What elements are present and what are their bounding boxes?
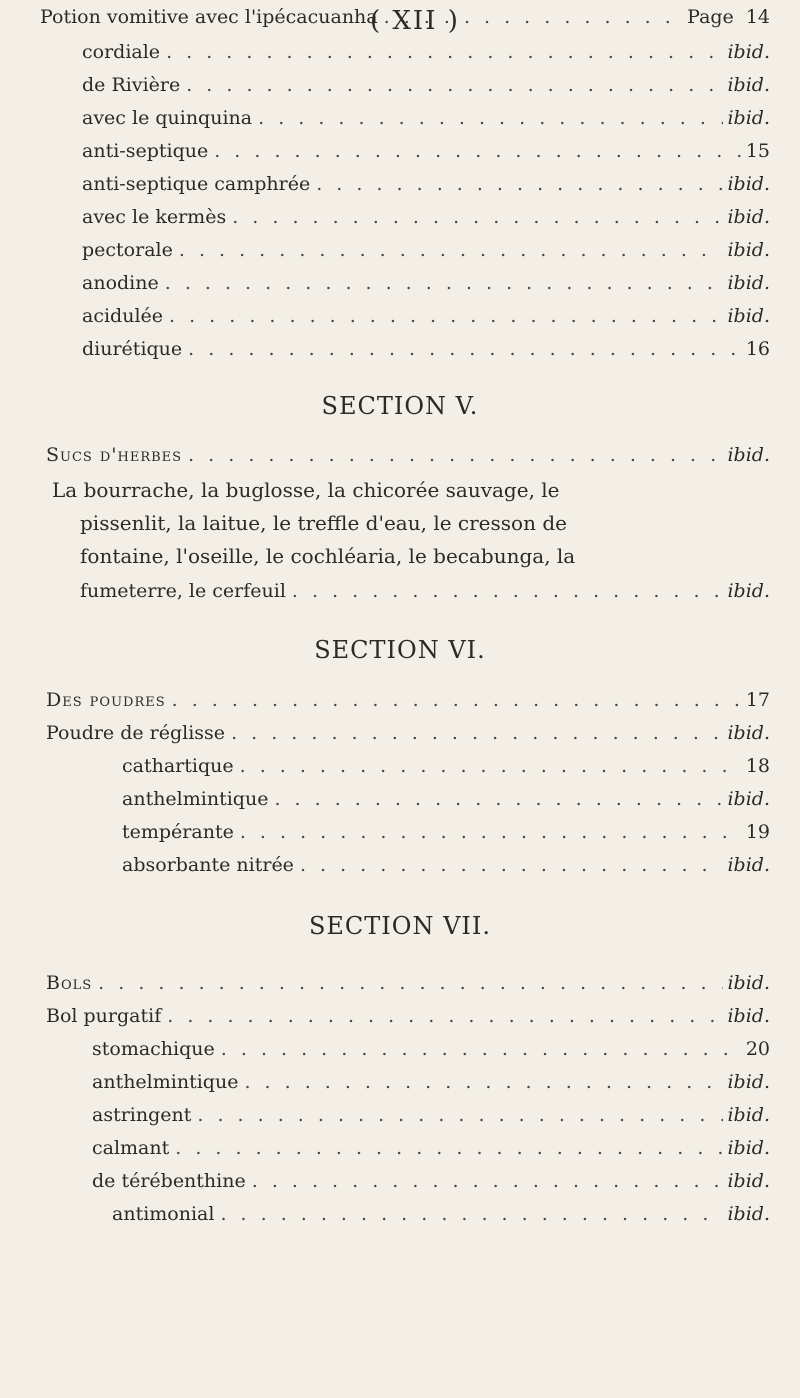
dot-leader — [169, 305, 723, 327]
index-entry — [92, 1170, 770, 1200]
index-entry — [82, 239, 770, 269]
entry-label: anti-septique — [82, 140, 209, 162]
entry-ref: 17 — [745, 689, 770, 711]
dot-leader — [188, 444, 723, 466]
entry-ref: ibid. — [727, 272, 770, 294]
entry-label: calmant — [92, 1137, 170, 1159]
entry-label: cathartique — [122, 755, 234, 777]
index-entry — [82, 140, 770, 170]
index-entry — [122, 788, 770, 818]
dot-leader — [186, 74, 723, 96]
index-entry — [122, 854, 770, 884]
index-entry — [82, 272, 770, 302]
index-entry-potion — [40, 6, 770, 36]
dot-leader — [197, 1104, 723, 1126]
entry-label: absorbante nitrée — [122, 854, 294, 876]
entry-ref: ibid. — [727, 206, 770, 228]
index-entry — [122, 755, 770, 785]
entry-ref: ibid. — [727, 74, 770, 96]
entry-ref: ibid. — [727, 972, 770, 994]
entry-label: Bol purgatif — [46, 1005, 162, 1027]
dot-leader — [316, 173, 723, 195]
entry-ref: ibid. — [727, 580, 770, 602]
entry-ref: ibid. — [727, 1137, 770, 1159]
dot-leader — [221, 1038, 742, 1060]
entry-label: cordiale — [82, 41, 161, 63]
entry-ref: ibid. — [727, 854, 770, 876]
paragraph-line: pissenlit, la laitue, le treffle d'eau, le cresson de — [80, 511, 567, 535]
index-entry-poudres — [46, 689, 770, 719]
entry-ref: 20 — [745, 1038, 770, 1060]
entry-label: anthelmintique — [92, 1071, 239, 1093]
entry-label: Poudre de réglisse — [46, 722, 226, 744]
dot-leader — [384, 6, 684, 28]
index-entry — [112, 1203, 770, 1233]
dot-leader — [172, 689, 742, 711]
section-heading-vi: SECTION VI. — [314, 636, 486, 664]
entry-ref: ibid. — [727, 107, 770, 129]
dot-leader — [166, 41, 723, 63]
entry-ref: ibid. — [727, 1203, 770, 1225]
entry-ref: ibid. — [727, 305, 770, 327]
dot-leader — [244, 1071, 723, 1093]
dot-leader — [231, 722, 723, 744]
entry-label: tempérante — [122, 821, 234, 843]
entry-label: astringent — [92, 1104, 192, 1126]
section-heading-v: SECTION V. — [321, 392, 479, 420]
entry-ref: ibid. — [727, 239, 770, 261]
page-label: Page — [687, 6, 734, 28]
index-entry — [82, 305, 770, 335]
entry-ref: ibid. — [727, 1170, 770, 1192]
entry-ref: ibid. — [727, 1071, 770, 1093]
index-entry — [92, 1071, 770, 1101]
entry-label: anthelmintique — [122, 788, 269, 810]
dot-leader — [214, 140, 742, 162]
index-entry — [122, 821, 770, 851]
index-entry-sucs — [46, 444, 770, 474]
index-entry — [92, 1104, 770, 1134]
page-number: ( XII ) — [370, 6, 460, 36]
dot-leader — [274, 788, 723, 810]
index-entry — [82, 206, 770, 236]
entry-ref: ibid. — [727, 173, 770, 195]
dot-leader — [300, 854, 724, 876]
entry-ref: ibid. — [727, 1104, 770, 1126]
paragraph-line: La bourrache, la buglosse, la chicorée sauvage, le — [52, 478, 560, 502]
entry-label: anodine — [82, 272, 159, 294]
dot-leader — [220, 1203, 723, 1225]
entry-label: stomachique — [92, 1038, 215, 1060]
index-entry — [82, 173, 770, 203]
index-entry-bols — [46, 972, 770, 1002]
paragraph-line: fontaine, l'oseille, le cochléaria, le becabunga, la — [80, 544, 576, 568]
entry-label: antimonial — [112, 1203, 215, 1225]
dot-leader — [292, 580, 724, 602]
entry-label: Bols — [46, 972, 93, 994]
entry-label: Des poudres — [46, 689, 166, 711]
index-entry — [82, 41, 770, 71]
index-entry — [82, 107, 770, 137]
entry-ref: 16 — [745, 338, 770, 360]
dot-leader — [232, 206, 723, 228]
dot-leader — [252, 1170, 724, 1192]
index-entry — [80, 580, 770, 610]
entry-label: diurétique — [82, 338, 183, 360]
entry-label: Potion vomitive avec l'ipécacuanha — [40, 6, 378, 28]
entry-label: avec le kermès — [82, 206, 227, 228]
entry-ref: ibid. — [727, 788, 770, 810]
entry-ref: ibid. — [727, 41, 770, 63]
dot-leader — [240, 821, 742, 843]
entry-label: acidulée — [82, 305, 164, 327]
entry-ref: 14 — [745, 6, 770, 28]
dot-leader — [98, 972, 723, 994]
entry-ref: 15 — [745, 140, 770, 162]
entry-label: fumeterre, le cerfeuil — [80, 580, 286, 602]
dot-leader — [258, 107, 723, 129]
dot-leader — [175, 1137, 723, 1159]
dot-leader — [179, 239, 724, 261]
entry-label: pectorale — [82, 239, 173, 261]
entry-label: avec le quinquina — [82, 107, 253, 129]
entry-label: anti-septique camphrée — [82, 173, 311, 195]
section-heading-vii: SECTION VII. — [308, 912, 492, 940]
index-entry — [82, 74, 770, 104]
dot-leader — [165, 272, 724, 294]
index-entry — [92, 1137, 770, 1167]
entry-ref: 19 — [745, 821, 770, 843]
entry-ref: 18 — [745, 755, 770, 777]
dot-leader — [240, 755, 742, 777]
dot-leader — [188, 338, 742, 360]
entry-label: de térébenthine — [92, 1170, 246, 1192]
entry-label: de Rivière — [82, 74, 181, 96]
entry-label: Sucs d'herbes — [46, 444, 183, 466]
entry-ref: ibid. — [727, 722, 770, 744]
index-entry — [46, 1005, 770, 1035]
dot-leader — [167, 1005, 723, 1027]
herb-list-paragraph — [52, 474, 752, 573]
entry-ref: ibid. — [727, 1005, 770, 1027]
index-entry — [46, 722, 770, 752]
index-entry — [92, 1038, 770, 1068]
entry-ref: ibid. — [727, 444, 770, 466]
index-entry — [82, 338, 770, 368]
